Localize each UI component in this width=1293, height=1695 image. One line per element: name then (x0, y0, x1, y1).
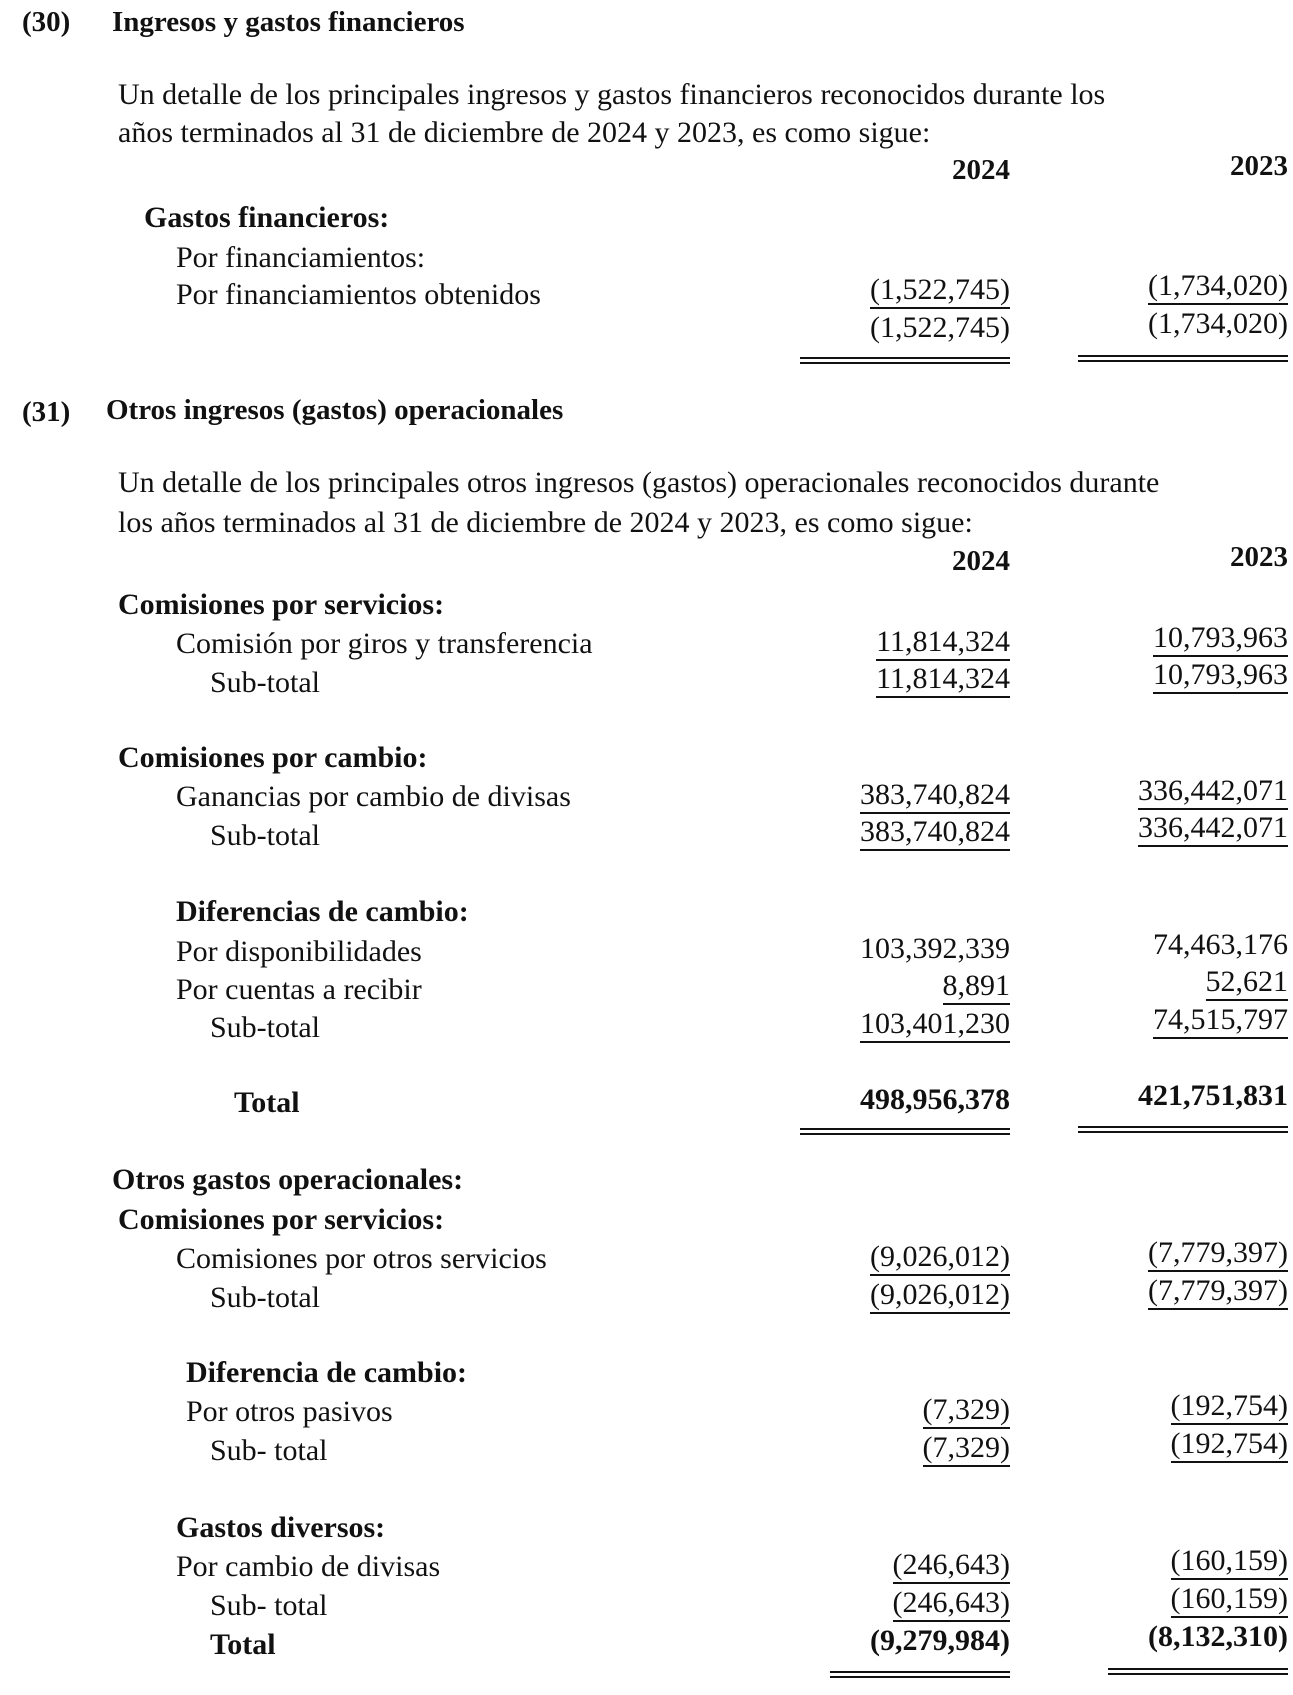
subtotal-2023: (7,779,397) (1148, 1274, 1288, 1310)
year-2024-header: 2024 (952, 545, 1010, 577)
section-31-intro-line-2: los años terminados al 31 de diciembre de 2024 y 2023, es como sigue: (118, 506, 973, 539)
value-2024: 11,814,324 (876, 625, 1010, 661)
subtotal-2024: (246,643) (893, 1586, 1010, 1622)
double-underline (830, 1671, 1010, 1678)
comisiones-servicios-header: Comisiones por servicios: (118, 1203, 445, 1236)
value-2024: (7,329) (923, 1393, 1010, 1429)
row-label: Por otros pasivos (186, 1395, 393, 1428)
value-2023: 10,793,963 (1153, 621, 1288, 657)
row-label: Por financiamientos obtenidos (176, 278, 541, 311)
subtotal-label: Sub- total (210, 1589, 328, 1622)
subtotal-label: Sub-total (210, 1011, 320, 1044)
diferencias-cambio-header: Diferencias de cambio: (176, 895, 469, 928)
subtotal-2023: 336,442,071 (1138, 811, 1288, 847)
row-label: Ganancias por cambio de divisas (176, 780, 571, 813)
value-2023: (192,754) (1171, 1389, 1288, 1425)
subtotal-label: Sub-total (210, 819, 320, 852)
value-2024: 383,740,824 (860, 778, 1010, 814)
subtotal-2023: (192,754) (1171, 1427, 1288, 1463)
section-30-intro-line-1: Un detalle de los principales ingresos y gastos financieros reconocidos durante los (118, 78, 1106, 111)
row-label: Comisiones por otros servicios (176, 1242, 547, 1275)
total-label: Total (234, 1086, 300, 1119)
subtotal-2023: 10,793,963 (1153, 658, 1288, 694)
section-30-title: Ingresos y gastos financieros (112, 6, 465, 38)
total-2024: 498,956,378 (860, 1083, 1010, 1116)
section-31-title: Otros ingresos (gastos) operacionales (106, 394, 564, 426)
subtotal-2024: (9,026,012) (870, 1278, 1010, 1314)
subtotal-2023: (160,159) (1171, 1582, 1288, 1618)
value-2024: (9,026,012) (870, 1240, 1010, 1276)
gastos-diversos-header: Gastos diversos: (176, 1511, 386, 1544)
diferencia-cambio-header: Diferencia de cambio: (186, 1356, 468, 1389)
subtotal-2023: 74,515,797 (1153, 1003, 1288, 1039)
value-2024: 8,891 (943, 969, 1011, 1005)
value-2023: 336,442,071 (1138, 774, 1288, 810)
value-2024: 103,392,339 (860, 932, 1010, 965)
por-financiamientos-label: Por financiamientos: (176, 241, 426, 274)
value-2023: (1,734,020) (1148, 269, 1288, 305)
year-2023-header: 2023 (1230, 150, 1288, 182)
gastos-financieros-header: Gastos financieros: (144, 201, 390, 234)
value-2024: (1,522,745) (870, 273, 1010, 309)
subtotal-2024: (7,329) (923, 1431, 1010, 1467)
value-2023: (160,159) (1171, 1544, 1288, 1580)
subtotal-2024: 11,814,324 (876, 662, 1010, 698)
section-30-intro-line-2: años terminados al 31 de diciembre de 2024 y 2023, es como sigue: (118, 116, 931, 149)
value-2023: 52,621 (1206, 965, 1289, 1001)
subtotal-2024: 383,740,824 (860, 815, 1010, 851)
total-2024: (9,279,984) (870, 1624, 1010, 1657)
double-underline (1078, 1126, 1288, 1133)
double-underline (800, 1128, 1010, 1135)
total-2023: (1,734,020) (1148, 307, 1288, 340)
year-2023-header: 2023 (1230, 541, 1288, 573)
value-2024: (246,643) (893, 1548, 1010, 1584)
total-label: Total (210, 1628, 276, 1661)
row-label: Comisión por giros y transferencia (176, 627, 593, 660)
value-2023: (7,779,397) (1148, 1236, 1288, 1272)
otros-gastos-header: Otros gastos operacionales: (112, 1163, 464, 1196)
double-underline (1108, 1668, 1288, 1675)
section-31-number: (31) (22, 396, 71, 428)
subtotal-label: Sub- total (210, 1434, 328, 1467)
total-2023: 421,751,831 (1138, 1079, 1288, 1112)
value-2023: 74,463,176 (1153, 928, 1288, 961)
year-2024-header: 2024 (952, 154, 1010, 186)
subtotal-label: Sub-total (210, 666, 320, 699)
total-2024: (1,522,745) (870, 311, 1010, 344)
double-underline (800, 357, 1010, 364)
row-label: Por disponibilidades (176, 935, 422, 968)
double-underline (1078, 355, 1288, 362)
subtotal-2024: 103,401,230 (860, 1007, 1010, 1043)
subtotal-label: Sub-total (210, 1281, 320, 1314)
section-30-number: (30) (22, 6, 71, 38)
row-label: Por cambio de divisas (176, 1550, 441, 1583)
total-2023: (8,132,310) (1148, 1620, 1288, 1653)
comisiones-servicios-header: Comisiones por servicios: (118, 588, 445, 621)
row-label: Por cuentas a recibir (176, 973, 422, 1006)
section-31-intro-line-1: Un detalle de los principales otros ingresos (gastos) operacionales reconocidos durante (118, 466, 1160, 499)
comisiones-cambio-header: Comisiones por cambio: (118, 741, 428, 774)
